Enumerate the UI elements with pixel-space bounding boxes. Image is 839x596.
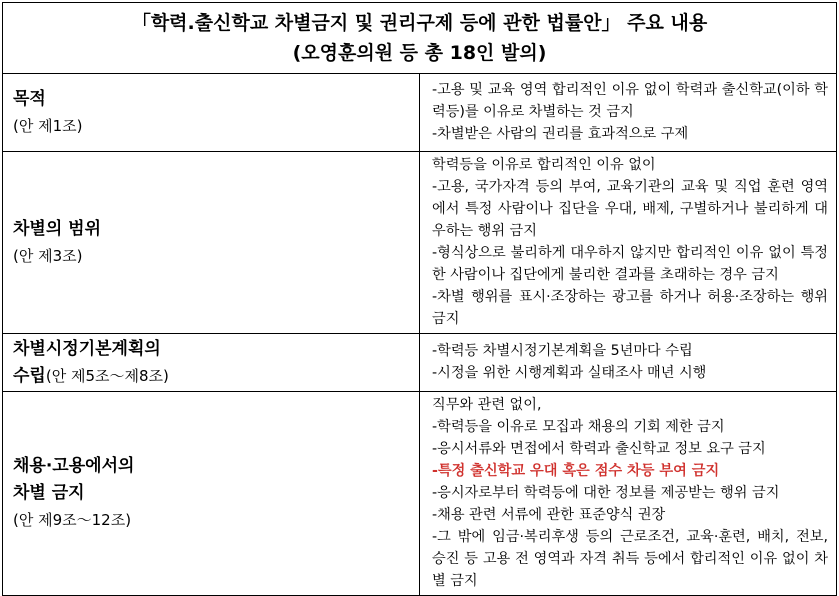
content-item: -차별 행위를 표시·조장하는 광고를 하거나 허용·조장하는 행위 금지 <box>432 289 828 327</box>
row-content-cell <box>420 152 837 334</box>
content-item: -응시자로부터 학력등에 대한 정보를 제공받는 행위 금지 <box>432 485 780 501</box>
row-label: 채용·고용에서의 <box>13 456 135 476</box>
row-label: 목적 <box>13 88 46 109</box>
row-label-cell <box>3 152 420 334</box>
law-summary-table <box>2 2 837 596</box>
document-subtitle: (오영훈의원 등 총 18인 발의) <box>292 42 547 64</box>
content-item: -학력등 차별시정기본계획을 5년마다 수립 <box>432 343 693 359</box>
row-content-cell <box>420 392 837 596</box>
content-item: -시정을 위한 시행계획과 실태조사 매년 시행 <box>432 365 707 381</box>
row-content-cell <box>420 74 837 152</box>
highlighted-content-item: -특정 출신학교 우대 혹은 점수 차등 부여 금지 <box>432 463 720 479</box>
row-article-ref: (안 제5조～제8조) <box>45 366 169 385</box>
title-cell <box>3 3 837 74</box>
table-row-scope <box>3 152 837 334</box>
row-article-ref: (안 제3조) <box>13 246 83 265</box>
row-label-text: 수립 <box>13 365 46 386</box>
row-article-ref: (안 제1조) <box>13 116 83 135</box>
row-label-cell <box>3 334 420 392</box>
table-row-plan <box>3 334 837 392</box>
content-item: -고용, 국가자격 등의 부여, 교육기관의 교육 및 직업 훈련 영역에서 특정 사람이나 집단을 우대, 배제, 구별하거나 불리하게 대우하는 행위 금지 <box>432 179 828 239</box>
title-row <box>3 3 837 74</box>
content-item: -고용 및 교육 영역 합리적인 이유 없이 학력과 출신학교(이하 학력등)를 이유로 차별하는 것 금지 <box>432 82 828 120</box>
content-item: 직무와 관련 없이, <box>432 397 542 413</box>
row-label-cell <box>3 74 420 152</box>
content-item: -학력등을 이유로 모집과 채용의 기회 제한 금지 <box>432 419 725 435</box>
table-row-employment <box>3 392 837 596</box>
content-item: -차별받은 사람의 권리를 효과적으로 구제 <box>432 126 689 142</box>
content-item: -형식상으로 불리하게 대우하지 않지만 합리적인 이유 없이 특정한 사람이나 집단에게 불리한 결과를 초래하는 경우 금지 <box>432 245 828 283</box>
row-label-cell <box>3 392 420 596</box>
row-label-line2 <box>13 363 419 390</box>
content-item: -채용 관련 서류에 관한 표준양식 권장 <box>432 507 666 523</box>
content-item: -그 밖에 임금·복리후생 등의 근로조건, 교육·훈련, 배치, 전보, 승진 등 고용 전 영역과 자격 취득 등에서 합리적인 이유 없이 차별 금지 <box>432 529 828 589</box>
row-label: 차별의 범위 <box>13 218 102 239</box>
row-label: 차별시정기본계획의 <box>13 338 161 359</box>
row-content-cell <box>420 334 837 392</box>
row-article-ref: (안 제9조～12조) <box>13 511 132 529</box>
row-label-line2: 차별 금지 <box>13 483 85 503</box>
document-title: 「학력.출신학교 차별금지 및 권리구제 등에 관한 법률안」 주요 내용 <box>131 12 708 34</box>
content-item: 학력등을 이유로 합리적인 이유 없이 <box>432 157 656 173</box>
content-item: -응시서류와 면접에서 학력과 출신학교 정보 요구 금지 <box>432 441 766 457</box>
table-row-purpose <box>3 74 837 152</box>
